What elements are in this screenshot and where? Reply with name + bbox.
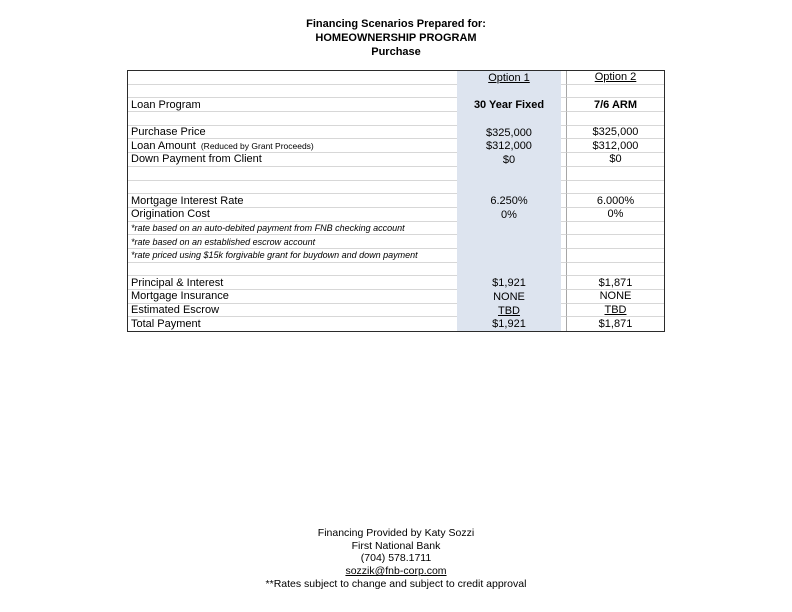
option2-value-cell [566,276,664,290]
option1-value-cell [457,126,561,140]
opt2-value: 7/6 ARM [594,98,637,111]
table-row [128,235,664,249]
opt2-value: $1,871 [598,276,633,289]
opt1-value: $1,921 [492,277,526,290]
table-row [128,153,664,167]
footer-line [0,540,792,553]
option2-value-cell [566,153,664,167]
opt1-value: TBD [498,304,520,317]
option2-value-cell [566,98,664,112]
opt2-value: TBD [604,304,627,317]
table-row [128,208,664,222]
opt1-value: $325,000 [486,126,532,139]
row-label: Purchase Price [131,126,206,139]
option2-value-cell [566,139,664,153]
opt2-value: $325,000 [592,126,639,139]
option1-value-cell [457,290,561,304]
option1-value-cell [457,263,561,277]
row-label-cell [128,85,457,99]
row-label: Principal & Interest [131,276,224,289]
table-row [128,290,664,304]
option1-value-cell [457,222,561,236]
option1-value-cell [457,194,561,208]
title-line-2: HOMEOWNERSHIP PROGRAM [315,32,477,44]
row-label-cell [128,98,457,112]
table-row [128,98,664,112]
opt2-value: $1,871 [598,318,633,331]
opt1-value: 6.250% [490,195,528,208]
footer-text: (704) 578.1711 [360,552,432,565]
option1-value-cell [457,249,561,263]
opt2-value: 0% [607,208,624,221]
option2-value-cell [566,112,664,126]
opt2-value: $0 [609,153,622,166]
option2-value-cell [566,126,664,140]
row-label-cell [128,139,457,153]
footnote-text: *rate priced using $15k forgivable grant for buydown and down payment [131,250,418,261]
row-label: Loan Amount [131,139,196,152]
table-row [128,181,664,195]
opt2-header: Option 2 [594,71,637,84]
table-row [128,71,664,85]
table-row [128,304,664,318]
option1-value-cell [457,181,561,195]
table-row [128,317,664,331]
email-link[interactable]: sozzik@fnb-corp.com [345,565,447,578]
footer-line [0,578,792,591]
opt2-value: $312,000 [592,139,639,152]
option1-value-cell [457,317,561,331]
row-label-cell [128,112,457,126]
option2-value-cell [566,85,664,99]
option2-value-cell [566,290,664,304]
footnote-text: *rate based on an auto-debited payment from FNB checking account [131,222,405,233]
row-label: Total Payment [131,318,201,331]
option1-value-cell [457,153,561,167]
row-label: Origination Cost [131,208,210,221]
row-label: Estimated Escrow [131,304,220,317]
option2-value-cell [566,181,664,195]
opt1-value: $1,921 [492,318,526,331]
option2-header-cell [566,71,664,85]
option2-value-cell [566,304,664,318]
option2-value-cell [566,235,664,249]
option1-value-cell [457,304,561,318]
table-row [128,194,664,208]
option2-value-cell [566,167,664,181]
footer-text: Financing Provided by Katy Sozzi [317,527,475,539]
table-row [128,276,664,290]
title-line-3: Purchase [371,46,421,58]
row-label: Mortgage Insurance [131,290,229,303]
table-row [128,222,664,236]
title-line-1: Financing Scenarios Prepared for: [306,18,486,30]
row-label-cell [128,249,457,263]
table-row [128,263,664,277]
title-block [0,17,792,59]
row-label-cell [128,208,457,222]
footer-text: **Rates subject to change and subject to credit approval [265,577,527,590]
row-label-cell [128,263,457,277]
row-label: Down Payment from Client [131,153,262,166]
row-label-cell [128,317,457,331]
option2-value-cell [566,194,664,208]
row-label: Loan Program [131,98,201,111]
option1-header-cell [457,71,561,85]
option1-value-cell [457,98,561,112]
opt1-header: Option 1 [488,71,530,84]
row-label-cell [128,181,457,195]
row-label-cell [128,167,457,181]
option1-value-cell [457,208,561,222]
footer-block [0,527,792,591]
table-row [128,249,664,263]
option2-value-cell [566,317,664,331]
opt1-value: 30 Year Fixed [473,99,545,112]
row-label-cell [128,126,457,140]
table-row [128,139,664,153]
table-row [128,112,664,126]
footnote-text: *rate based on an established escrow account [131,236,316,247]
option1-value-cell [457,139,561,153]
option2-value-cell [566,208,664,222]
footer-line [0,552,792,565]
row-label: Mortgage Interest Rate [131,194,244,207]
footer-line [0,565,792,578]
row-label-cell [128,290,457,304]
table-row [128,85,664,99]
opt1-value: 0% [501,208,517,221]
option2-value-cell [566,263,664,277]
option1-value-cell [457,235,561,249]
row-label-note: (Reduced by Grant Proceeds) [200,140,314,151]
opt2-value: NONE [599,290,632,303]
row-label-cell [128,194,457,208]
option1-value-cell [457,167,561,181]
table-row [128,126,664,140]
row-label-cell [128,235,457,249]
opt1-value: NONE [493,290,525,303]
row-label-cell [128,71,457,85]
opt1-value: $312,000 [486,140,532,153]
table-row [128,167,664,181]
footer-text: First National Bank [351,539,441,552]
row-label-cell [128,304,457,318]
row-label-cell [128,153,457,167]
scenario-table [127,70,665,332]
row-label-cell [128,222,457,236]
row-label-cell [128,276,457,290]
option1-value-cell [457,112,561,126]
option1-value-cell [457,276,561,290]
option2-value-cell [566,249,664,263]
opt2-value: 6.000% [596,194,635,207]
option2-value-cell [566,222,664,236]
footer-line [0,527,792,540]
option1-value-cell [457,85,561,99]
opt1-value: $0 [502,153,516,166]
